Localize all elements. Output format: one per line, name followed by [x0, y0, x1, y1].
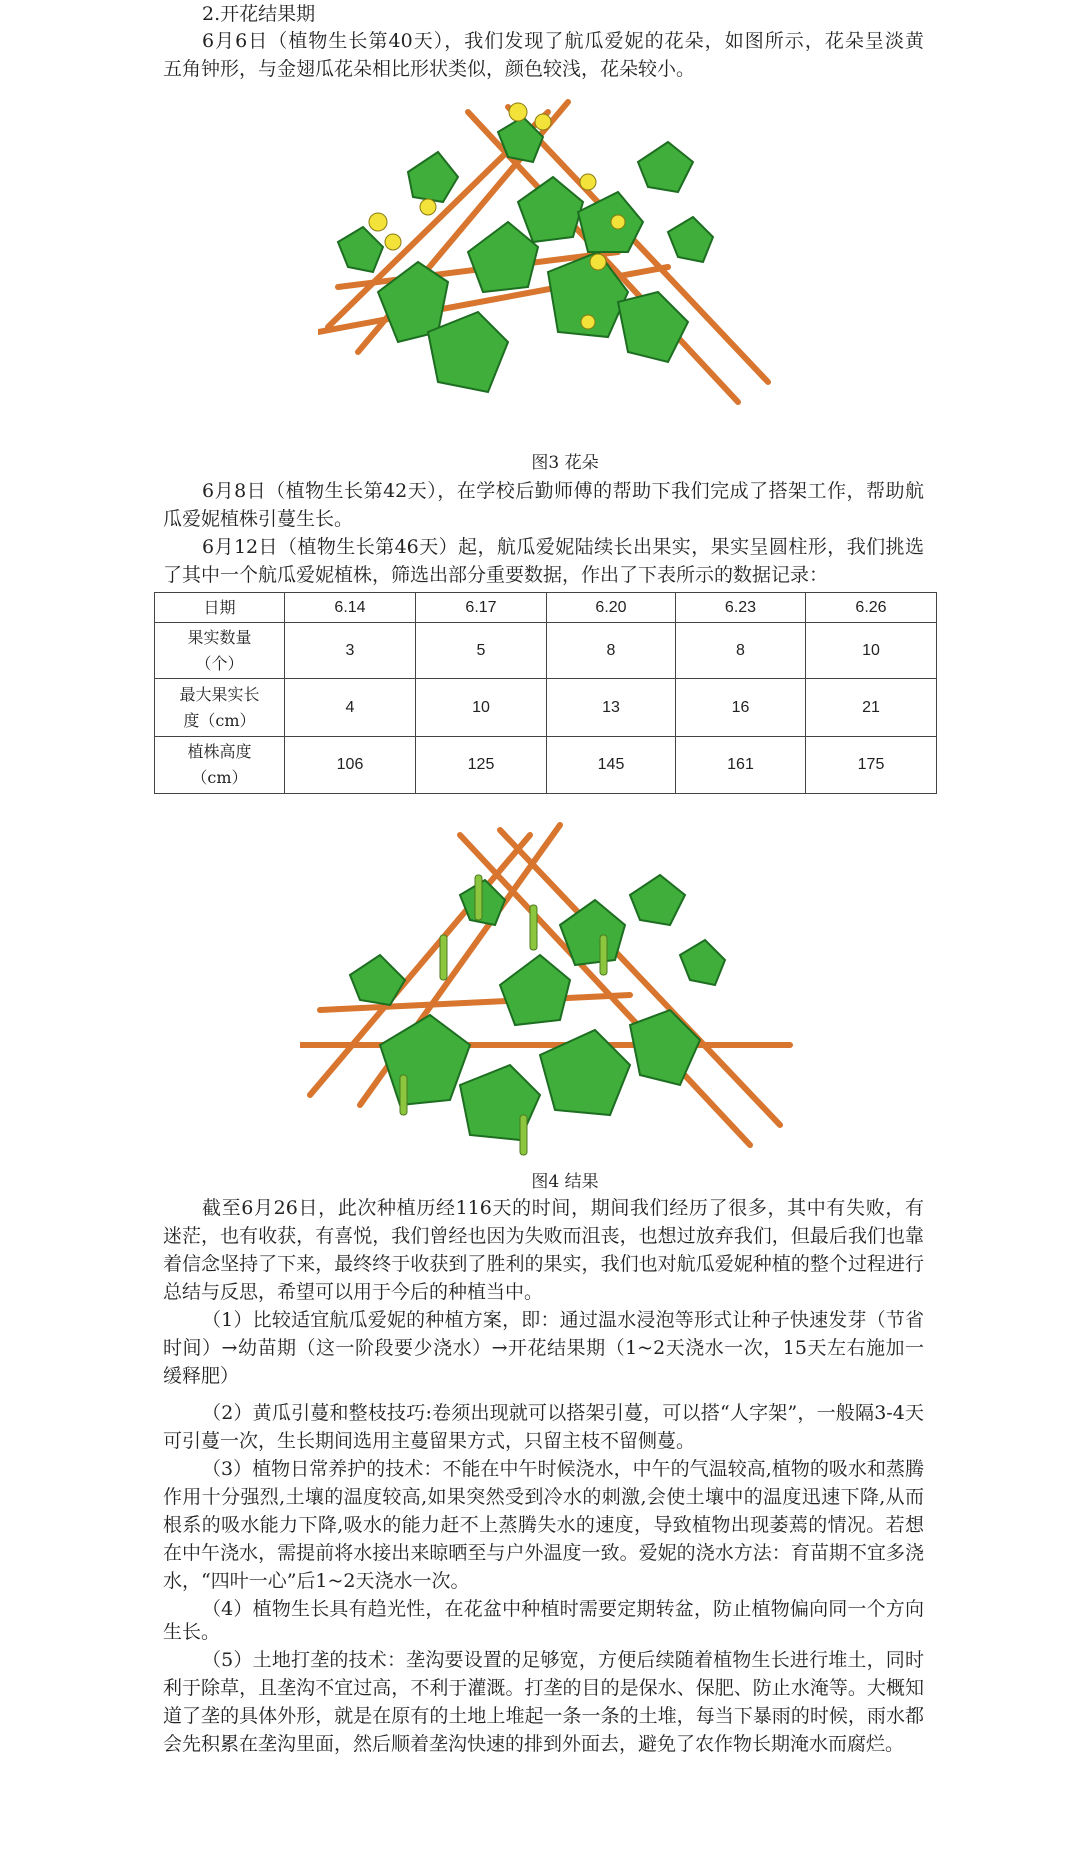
table-header-cell: 日期 — [155, 593, 285, 623]
table-header-cell: 6.20 — [547, 593, 676, 623]
table-cell: 4 — [285, 679, 416, 737]
table-cell: 3 — [285, 623, 416, 679]
figure-caption-fruits: 图4 结果 — [531, 1172, 599, 1192]
row-label-text: 最大果实长度（cm） — [179, 684, 260, 730]
table-header-cell: 6.14 — [285, 593, 416, 623]
paragraph-line: 瓜爱妮植株引蔓生长。 — [163, 508, 354, 530]
fruiting-plant-illustration — [300, 815, 800, 1170]
paragraph-line: 可引蔓一次，生长期间选用主蔓留果方式，只留主枝不留侧蔓。 — [163, 1430, 696, 1452]
table-cell: 21 — [806, 679, 937, 737]
section-title: 2.开花结果期 — [202, 3, 316, 25]
paragraph-line: 会先积累在垄沟里面，然后顺着垄沟快速的排到外面去，避免了农作物长期淹水而腐烂。 — [163, 1733, 905, 1755]
table-header-cell: 6.26 — [806, 593, 937, 623]
table-cell: 5 — [416, 623, 547, 679]
row-label-text: 植株高度（cm） — [187, 742, 252, 787]
paragraph-line: （5）土地打垄的技术：垄沟要设置的足够宽，方便后续随着植物生长进行堆土，同时 — [202, 1649, 924, 1671]
data-table — [154, 592, 937, 794]
flowering-plant-illustration — [318, 92, 778, 442]
table-header-cell: 6.17 — [416, 593, 547, 623]
paragraph-line: （2）黄瓜引蔓和整枝技巧:卷须出现就可以搭架引蔓，可以搭“人字架”，一般隔3-4天 — [202, 1402, 924, 1424]
table-row — [155, 679, 937, 737]
row-label — [155, 737, 285, 794]
row-label — [155, 623, 285, 679]
paragraph-line: （4）植物生长具有趋光性，在花盆中种植时需要定期转盆，防止植物偏向同一个方向 — [202, 1598, 924, 1620]
leaves — [338, 117, 713, 392]
table-cell: 125 — [416, 737, 547, 794]
table-cell: 13 — [547, 679, 676, 737]
paragraph-line: 根系的吸水能力下降,吸水的能力赶不上蒸腾失水的速度，导致植物出现萎蔫的情况。若想 — [163, 1514, 924, 1536]
paragraph-line: 道了垄的具体外形，就是在原有的土地上堆起一条一条的土堆，每当下暴雨的时候，雨水都 — [163, 1705, 924, 1727]
paragraph-line: 在中午浇水，需提前将水接出来晾晒至与户外温度一致。爱妮的浇水方法：育苗期不宜多浇 — [163, 1542, 924, 1564]
paragraph-line: 了其中一个航瓜爱妮植株，筛选出部分重要数据，作出了下表所示的数据记录： — [163, 564, 829, 586]
paragraph-line: 6月8日（植物生长第42天），在学校后勤师傅的帮助下我们完成了搭架工作，帮助航 — [202, 480, 924, 502]
table-header-cell: 6.23 — [676, 593, 806, 623]
row-label — [155, 679, 285, 737]
table-cell: 161 — [676, 737, 806, 794]
paragraph-line: （3）植物日常养护的技术：不能在中午时候浇水，中午的气温较高,植物的吸水和蒸腾 — [202, 1458, 924, 1480]
paragraph-line: 作用十分强烈,土壤的温度较高,如果突然受到冷水的刺激,会使土壤中的温度迅速下降,从而 — [163, 1486, 924, 1508]
table-cell: 175 — [806, 737, 937, 794]
paragraph-line: 6月6日（植物生长第40天），我们发现了航瓜爱妮的花朵，如图所示，花朵呈淡黄 — [202, 30, 924, 52]
paragraph-line: 时间）→幼苗期（这一阶段要少浇水）→开花结果期（1~2天浇水一次，15天左右施加一 — [163, 1337, 924, 1359]
paragraph-line: 着信念坚持了下来，最终终于收获到了胜利的果实，我们也对航瓜爱妮种植的整个过程进行 — [163, 1253, 924, 1275]
paragraph-line: 五角钟形，与金翅瓜花朵相比形状类似，颜色较浅，花朵较小。 — [163, 58, 696, 80]
paragraph-line: 6月12日（植物生长第46天）起，航瓜爱妮陆续长出果实，果实呈圆柱形，我们挑选 — [202, 536, 924, 558]
table-cell: 10 — [806, 623, 937, 679]
paragraph-line: 截至6月26日，此次种植历经116天的时间，期间我们经历了很多，其中有失败，有 — [202, 1197, 924, 1219]
table-cell: 106 — [285, 737, 416, 794]
table-row — [155, 623, 937, 679]
table-cell: 8 — [547, 623, 676, 679]
paragraph-line: （1）比较适宜航瓜爱妮的种植方案，即：通过温水浸泡等形式让种子快速发芽（节省 — [202, 1309, 924, 1331]
paragraph-line: 生长。 — [163, 1621, 221, 1643]
figure-caption-flowers: 图3 花朵 — [531, 453, 599, 473]
paragraph-line: 缓释肥） — [163, 1365, 240, 1387]
paragraph-line: 水，“四叶一心”后1~2天浇水一次。 — [163, 1570, 470, 1592]
table-cell: 145 — [547, 737, 676, 794]
table-cell: 8 — [676, 623, 806, 679]
paragraph-line: 利于除草，且垄沟不宜过高，不利于灌溉。打垄的目的是保水、保肥、防止水淹等。大概知 — [163, 1677, 924, 1699]
row-label-text: 果实数量（个） — [187, 627, 252, 673]
paragraph-line: 总结与反思，希望可以用于今后的种植当中。 — [163, 1281, 544, 1303]
table-cell: 16 — [676, 679, 806, 737]
table-header-row — [155, 593, 937, 623]
table-cell: 10 — [416, 679, 547, 737]
paragraph-line: 迷茫，也有收获，有喜悦，我们曾经也因为失败而沮丧，也想过放弃我们，但最后我们也靠 — [163, 1225, 924, 1247]
table-row — [155, 737, 937, 794]
